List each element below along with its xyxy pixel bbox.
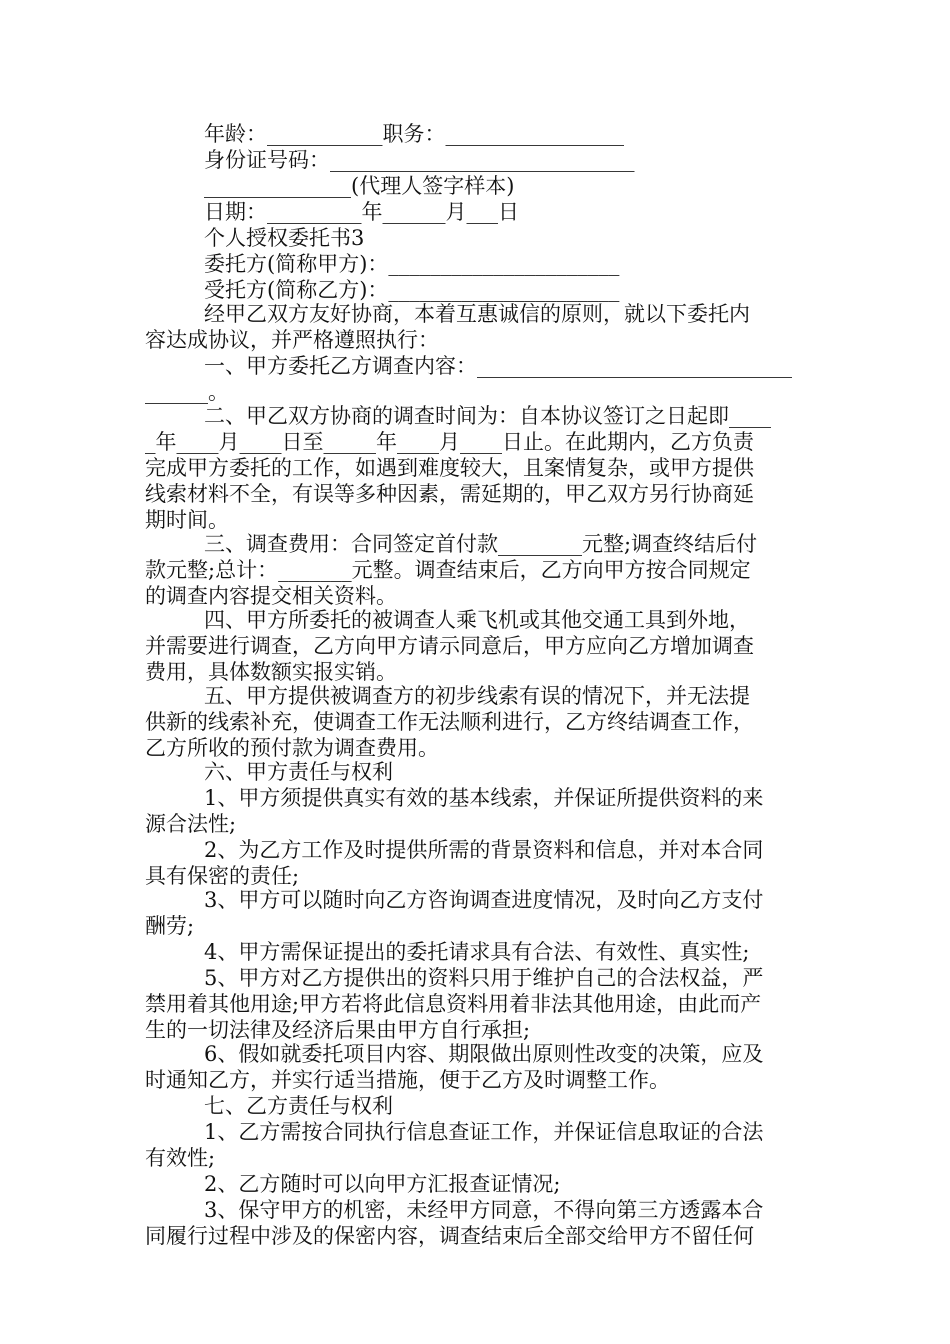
text-line: 4、甲方需保证提出的委托请求具有合法、有效性、真实性;: [204, 940, 750, 964]
text-line: _年____月____日至_____年____月____日止。在此期内，乙方负责: [145, 430, 754, 454]
text-line: 款元整;总计：_______元整。调查结束后，乙方向甲方按合同规定: [145, 558, 751, 582]
text-line: 期时间。: [145, 508, 229, 532]
section-heading: 七、乙方责任与权利: [204, 1094, 393, 1118]
text-line: 有效性;: [145, 1146, 216, 1170]
section-heading: 六、甲方责任与权利: [204, 760, 393, 784]
text-line: 年龄：___________职务：_________________: [204, 122, 624, 146]
text-line: 生的一切法律及经济后果由甲方自行承担;: [145, 1018, 531, 1042]
text-line: 费用，具体数额实报实销。: [145, 660, 397, 684]
text-line: 线索材料不全，有误等多种因素，需延期的，甲乙双方另行协商延: [145, 482, 754, 506]
section-title: 个人授权委托书3: [204, 226, 365, 250]
text-line: 酬劳;: [145, 914, 195, 938]
text-line: 6、假如就委托项目内容、期限做出原则性改变的决策，应及: [204, 1042, 764, 1066]
text-line: 源合法性;: [145, 812, 237, 836]
text-line: 四、甲方所委托的被调查人乘飞机或其他交通工具到外地，: [204, 608, 750, 632]
text-line: 具有保密的责任;: [145, 864, 300, 888]
text-line: 1、甲方须提供真实有效的基本线索，并保证所提供资料的来: [204, 786, 764, 810]
text-line: 日期：_________年______月___日: [204, 200, 519, 224]
text-line: 2、乙方随时可以向甲方汇报查证情况;: [204, 1172, 561, 1196]
text-line: 容达成协议，并严格遵照执行：: [145, 328, 439, 352]
text-line: ______________(代理人签字样本): [204, 174, 515, 198]
text-line: 的调查内容提交相关资料。: [145, 584, 397, 608]
text-line: 时通知乙方，并实行适当措施，便于乙方及时调整工作。: [145, 1068, 670, 1092]
text-line: 一、甲方委托乙方调查内容：______________________________: [204, 354, 792, 378]
text-line: 供新的线索补充，使调查工作无法顺利进行，乙方终结调查工作，: [145, 710, 754, 734]
text-line: 五、甲方提供被调查方的初步线索有误的情况下，并无法提: [204, 684, 750, 708]
text-line: 禁用着其他用途;甲方若将此信息资料用着非法其他用途，由此而产: [145, 992, 762, 1016]
text-line: 经甲乙双方友好协商，本着互惠诚信的原则，就以下委托内: [204, 302, 750, 326]
text-line: 三、调查费用：合同签定首付款________元整;调查终结后付: [204, 532, 758, 556]
text-line: 二、甲乙双方协商的调查时间为：自本协议签订之日起即____: [204, 404, 771, 428]
text-line: 3、甲方可以随时向乙方咨询调查进度情况，及时向乙方支付: [204, 888, 764, 912]
text-line: 完成甲方委托的工作，如遇到难度较大，且案情复杂，或甲方提供: [145, 456, 754, 480]
text-line: 并需要进行调查，乙方向甲方请示同意后，甲方应向乙方增加调查: [145, 634, 754, 658]
text-line: 乙方所收的预付款为调查费用。: [145, 736, 439, 760]
text-line: ______。: [145, 380, 229, 404]
text-line: 身份证号码：_____________________________: [204, 148, 635, 172]
text-line: 委托方(简称甲方)：______________________: [204, 252, 620, 276]
text-line: 5、甲方对乙方提供出的资料只用于维护自己的合法权益，严: [204, 966, 764, 990]
text-line: 1、乙方需按合同执行信息查证工作，并保证信息取证的合法: [204, 1120, 764, 1144]
text-line: 2、为乙方工作及时提供所需的背景资料和信息，并对本合同: [204, 838, 764, 862]
text-line: 3、保守甲方的机密，未经甲方同意，不得向第三方透露本合: [204, 1198, 764, 1222]
text-line: 受托方(简称乙方)：______________________: [204, 278, 620, 302]
text-line: 同履行过程中涉及的保密内容，调查结束后全部交给甲方不留任何: [145, 1224, 754, 1248]
